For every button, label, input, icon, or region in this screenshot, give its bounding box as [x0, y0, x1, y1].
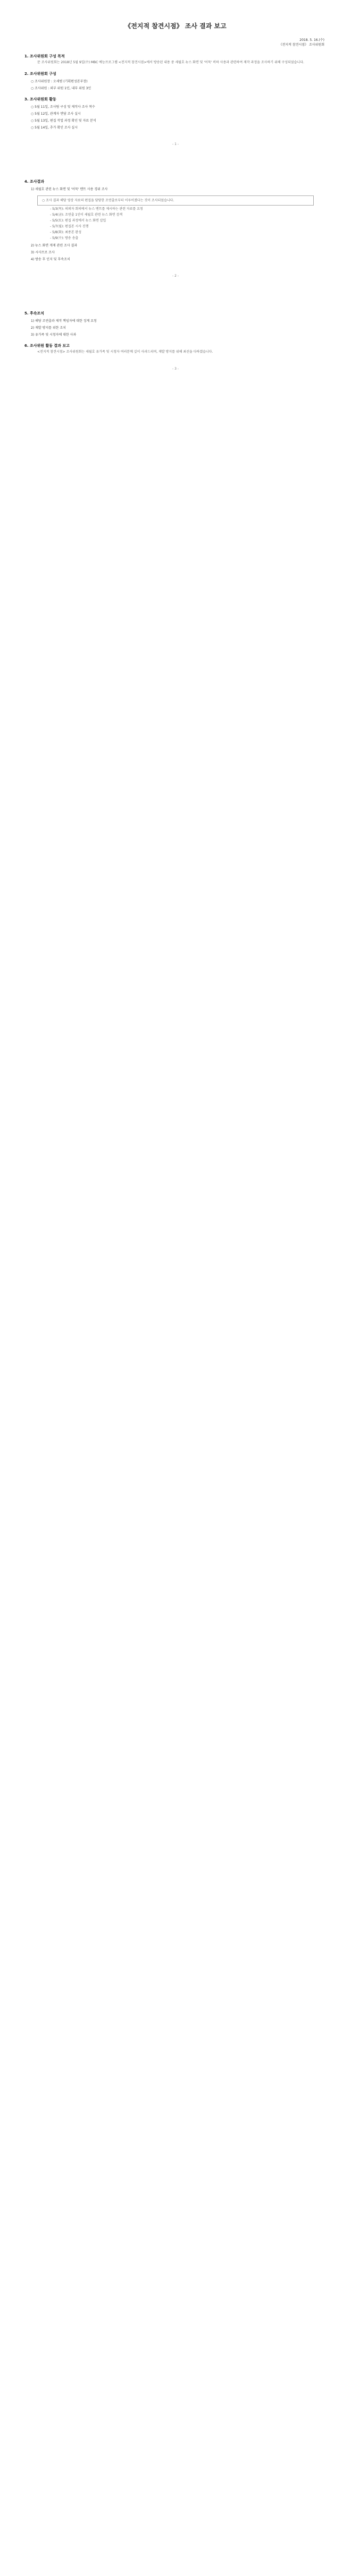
timeline-item: - 5/4(금): 조연출 1인이 세월호 관련 뉴스 화면 검색: [50, 213, 123, 217]
section-4-sub3: 3) 시사프로 조사: [31, 251, 55, 254]
section-6-heading: 6. 조사위원 활동 결과 보고: [24, 344, 70, 348]
report-date: 2018. 5. 16.(수): [299, 38, 324, 42]
section-2-heading: 2. 조사위원회 구성: [24, 72, 56, 76]
page-number: - 2 -: [172, 274, 179, 278]
page-number: - 3 -: [172, 367, 179, 371]
document-title: 《전지적 참견시점》 조사 결과 보고: [124, 22, 227, 30]
section-5-sub3: 3) 유가족 및 시청자에 대한 사과: [31, 333, 77, 337]
section-4-sub4: 4) 방송 후 인지 및 후속조치: [31, 258, 70, 261]
dateline: [5, 38, 324, 47]
report-author: 《전지적 참견시점》 조사위원회: [279, 43, 324, 47]
section-5-sub2: 2) 재발 방지를 위한 조치: [31, 326, 66, 330]
page-number: - 1 -: [172, 142, 179, 146]
timeline-item: - 5/8(화): 최종본 완성: [50, 231, 82, 234]
section-4-heading: 4. 조사결과: [24, 180, 45, 184]
timeline-item: - 5/3(목): 의뢰자 회의에서 뉴스 멘트를 제시하는 관련 자료를 요청: [50, 207, 143, 211]
section-4-sub1: 1) 세월호 관련 뉴스 화면 및 '어묵' 멘트 사용 경위 조사: [31, 187, 108, 191]
section-3-item: ○ 5월 14일, 추가 확인 조사 실시: [31, 126, 78, 130]
section-3-item: ○ 5월 12일, 관계자 면담 조사 실시: [31, 112, 81, 116]
section-2-item: ○ 조사위원장 : 오세범 (기획편성본부장): [31, 80, 88, 83]
section-3-item: ○ 5월 11일, 조사팀 구성 및 제작사 조사 착수: [31, 105, 95, 109]
timeline-item: - 5/9(수): 방송 송출: [50, 236, 79, 240]
section-5-heading: 5. 후속조치: [24, 311, 45, 315]
section-5-sub1: 1) 해당 조연출과 제작 책임자에 대한 징계 요청: [31, 319, 97, 323]
timeline-item: - 5/7(월): 편집본 시사 진행: [50, 225, 89, 228]
section-3-heading: 3. 조사위원회 활동: [24, 97, 56, 101]
section-2-item: ○ 조사위원 : 외부 위원 1인, 내부 위원 3인: [31, 87, 91, 90]
section-1-text: 문 조사위원회는 2018년 5월 9일(수) MBC 예능프로그램 <전지적 참견시점>에서 방송된 내용 중 세월호 뉴스 화면 및 '어묵' 비하 사용과 관련하여 제작 과정을 조사하기 위해 구성되었습니다.: [37, 61, 304, 64]
section-6-text: <전지적 참견시점> 조사위원회는 세월호 유가족 및 시청자 여러분께 깊이 사과드리며, 재발 방지를 위해 최선을 다하겠습니다.: [37, 350, 213, 354]
section-3-item: ○ 5월 13일, 편집 작업 과정 확인 및 자료 분석: [31, 119, 96, 123]
timeline-item: - 5/5(토): 편집 과정에서 뉴스 화면 삽입: [50, 219, 106, 223]
findings-box: ○ 조사 결과 해당 영상 자료의 편집을 담당한 조연출로부터 이루어졌다는 것이 조사되었습니다.: [37, 195, 314, 206]
document-page: [5, 5, 346, 2571]
section-1-heading: 1. 조사위원회 구성 목적: [24, 54, 65, 58]
section-4-sub2: 2) 뉴스 화면 게재 관련 조사 결과: [31, 244, 78, 248]
